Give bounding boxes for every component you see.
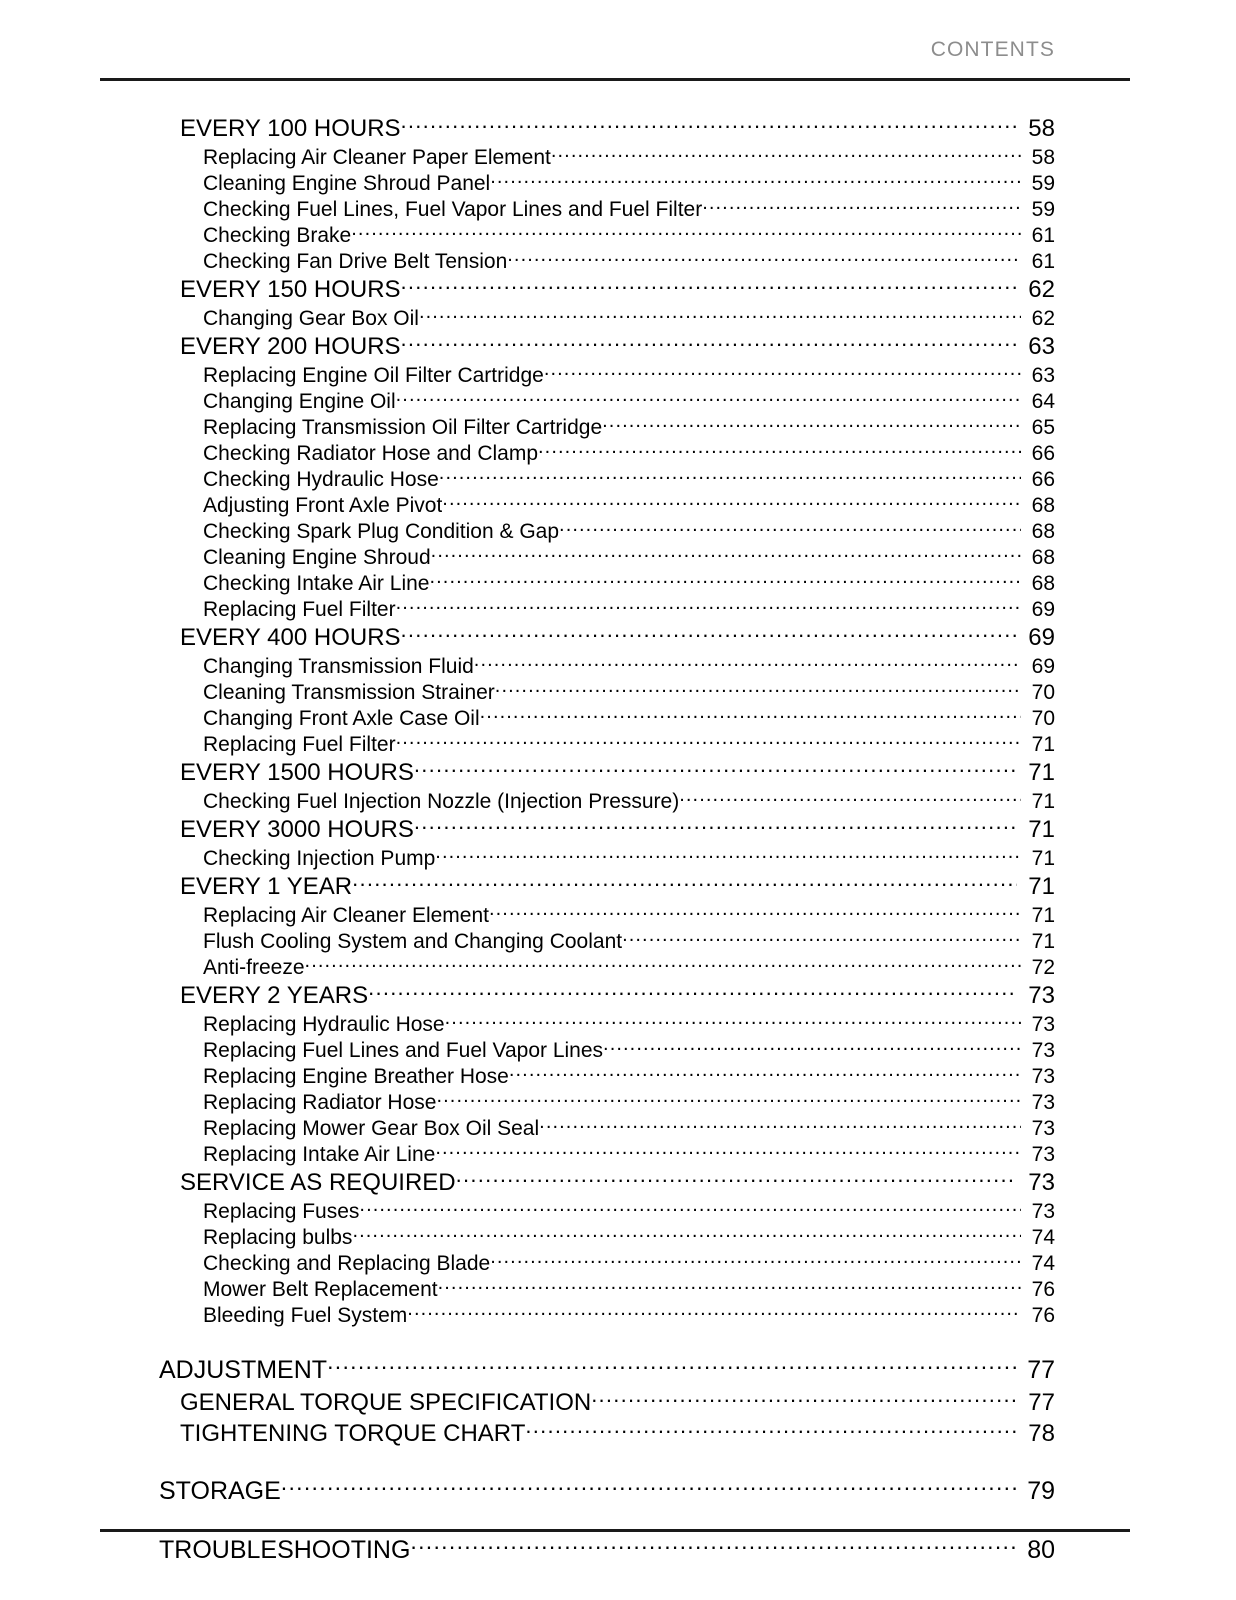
toc-entry-title: Changing Engine Oil bbox=[203, 390, 396, 413]
toc-entry-title: Replacing Fuel Filter bbox=[203, 733, 396, 756]
toc-entry-title: Mower Belt Replacement bbox=[203, 1278, 438, 1301]
toc-entry[interactable] bbox=[0, 1140, 1236, 1166]
toc-entry[interactable] bbox=[0, 1275, 1236, 1301]
toc-dot-leader bbox=[559, 517, 1021, 538]
toc-entry-title: Replacing Fuel Filter bbox=[203, 598, 396, 621]
toc-dot-leader bbox=[525, 1417, 1017, 1441]
toc-entry[interactable] bbox=[0, 901, 1236, 927]
toc-entry-title: STORAGE bbox=[159, 1477, 281, 1505]
toc-entry-page-number: 66 bbox=[1031, 468, 1055, 491]
toc-entry-title: Replacing Fuel Lines and Fuel Vapor Lines bbox=[203, 1039, 604, 1062]
running-header-contents: CONTENTS bbox=[930, 38, 1055, 61]
toc-entry-title: EVERY 400 HOURS bbox=[180, 624, 401, 651]
toc-entry[interactable] bbox=[0, 273, 1236, 304]
toc-entry-page-number: 74 bbox=[1031, 1226, 1055, 1249]
toc-entry-title: Changing Front Axle Case Oil bbox=[203, 707, 480, 730]
toc-entry-title: Adjusting Front Axle Pivot bbox=[203, 494, 443, 517]
toc-entry[interactable] bbox=[0, 621, 1236, 652]
toc-entry-page-number: 71 bbox=[1028, 873, 1055, 900]
toc-dot-leader bbox=[419, 304, 1021, 325]
toc-entry-title: EVERY 150 HOURS bbox=[180, 276, 401, 303]
toc-entry-page-number: 71 bbox=[1031, 847, 1055, 870]
toc-entry-title: Replacing Engine Breather Hose bbox=[203, 1065, 509, 1088]
toc-entry-title: Replacing bulbs bbox=[203, 1226, 353, 1249]
toc-entry[interactable] bbox=[0, 1533, 1236, 1566]
toc-dot-leader bbox=[359, 1197, 1021, 1218]
toc-entry-page-number: 73 bbox=[1031, 1143, 1055, 1166]
toc-entry[interactable] bbox=[0, 844, 1236, 870]
toc-entry[interactable] bbox=[0, 704, 1236, 730]
toc-entry-page-number: 73 bbox=[1031, 1117, 1055, 1140]
toc-dot-leader bbox=[538, 439, 1021, 460]
toc-entry-page-number: 71 bbox=[1031, 733, 1055, 756]
toc-entry-page-number: 63 bbox=[1031, 364, 1055, 387]
toc-entry[interactable] bbox=[0, 813, 1236, 844]
toc-entry[interactable] bbox=[0, 1197, 1236, 1223]
toc-entry-page-number: 73 bbox=[1031, 1091, 1055, 1114]
toc-entry[interactable] bbox=[0, 979, 1236, 1010]
toc-dot-leader bbox=[551, 143, 1021, 164]
toc-entry[interactable] bbox=[0, 1474, 1236, 1507]
toc-entry[interactable] bbox=[0, 569, 1236, 595]
toc-dot-leader bbox=[507, 247, 1021, 268]
toc-entry-page-number: 71 bbox=[1031, 790, 1055, 813]
toc-entry[interactable] bbox=[0, 413, 1236, 439]
toc-dot-leader bbox=[435, 1140, 1021, 1161]
toc-entry-title: EVERY 100 HOURS bbox=[180, 115, 401, 142]
toc-entry[interactable] bbox=[0, 1223, 1236, 1249]
toc-entry-page-number: 71 bbox=[1028, 816, 1055, 843]
toc-dot-leader bbox=[396, 387, 1021, 408]
toc-entry-page-number: 63 bbox=[1028, 333, 1055, 360]
toc-dot-leader bbox=[401, 112, 1017, 136]
toc-dot-leader bbox=[410, 1533, 1016, 1558]
toc-entry-title: Checking Brake bbox=[203, 224, 352, 247]
toc-dot-leader bbox=[544, 361, 1021, 382]
toc-entry-page-number: 79 bbox=[1027, 1477, 1055, 1505]
toc-entry-title: EVERY 3000 HOURS bbox=[180, 816, 414, 843]
toc-entry-page-number: 70 bbox=[1031, 707, 1055, 730]
toc-entry-page-number: 80 bbox=[1027, 1536, 1055, 1564]
toc-entry-page-number: 62 bbox=[1031, 307, 1055, 330]
toc-dot-leader bbox=[401, 273, 1017, 297]
toc-entry[interactable] bbox=[0, 1417, 1236, 1448]
toc-dot-leader bbox=[352, 870, 1017, 894]
toc-dot-leader bbox=[539, 1114, 1021, 1135]
toc-entry-title: Checking Fan Drive Belt Tension bbox=[203, 250, 508, 273]
header-rule bbox=[100, 78, 1130, 81]
toc-dot-leader bbox=[679, 787, 1021, 808]
toc-entry-page-number: 58 bbox=[1031, 146, 1055, 169]
toc-entry-page-number: 73 bbox=[1031, 1039, 1055, 1062]
toc-dot-leader bbox=[480, 704, 1021, 725]
toc-entry[interactable] bbox=[0, 439, 1236, 465]
toc-entry[interactable] bbox=[0, 870, 1236, 901]
toc-entry-title: Bleeding Fuel System bbox=[203, 1304, 408, 1327]
toc-entry-title: Checking Fuel Injection Nozzle (Injection Pressure) bbox=[203, 790, 680, 813]
toc-dot-leader bbox=[603, 1036, 1021, 1057]
toc-entry[interactable] bbox=[0, 678, 1236, 704]
toc-entry-page-number: 78 bbox=[1028, 1420, 1055, 1447]
toc-entry-page-number: 58 bbox=[1028, 115, 1055, 142]
toc-entry[interactable] bbox=[0, 517, 1236, 543]
toc-entry-page-number: 65 bbox=[1031, 416, 1055, 439]
toc-entry-page-number: 77 bbox=[1028, 1389, 1055, 1416]
toc-dot-leader bbox=[509, 1062, 1021, 1083]
toc-dot-leader bbox=[351, 221, 1021, 242]
toc-entry[interactable] bbox=[0, 195, 1236, 221]
toc-dot-leader bbox=[439, 465, 1021, 486]
toc-entry[interactable] bbox=[0, 1249, 1236, 1275]
toc-entry-title: Cleaning Transmission Strainer bbox=[203, 681, 495, 704]
toc-entry[interactable] bbox=[0, 1036, 1236, 1062]
toc-entry-title: Checking Injection Pump bbox=[203, 847, 436, 870]
toc-entry-title: Checking Radiator Hose and Clamp bbox=[203, 442, 539, 465]
toc-entry-title: TIGHTENING TORQUE CHART bbox=[180, 1420, 526, 1447]
toc-entry[interactable] bbox=[0, 1114, 1236, 1140]
toc-entry-page-number: 68 bbox=[1031, 520, 1055, 543]
toc-entry-title: Flush Cooling System and Changing Coolant bbox=[203, 930, 623, 953]
toc-entry[interactable] bbox=[0, 387, 1236, 413]
toc-entry[interactable] bbox=[0, 247, 1236, 273]
toc-entry[interactable] bbox=[0, 1010, 1236, 1036]
toc-entry-page-number: 61 bbox=[1031, 224, 1055, 247]
toc-entry[interactable] bbox=[0, 169, 1236, 195]
toc-entry-page-number: 70 bbox=[1031, 681, 1055, 704]
toc-entry-page-number: 68 bbox=[1031, 546, 1055, 569]
toc-entry-title: EVERY 200 HOURS bbox=[180, 333, 401, 360]
toc-entry-title: Replacing Fuses bbox=[203, 1200, 360, 1223]
toc-dot-leader bbox=[702, 195, 1021, 216]
toc-entry[interactable] bbox=[0, 1062, 1236, 1088]
toc-entry[interactable] bbox=[0, 330, 1236, 361]
footer-rule bbox=[100, 1529, 1130, 1532]
toc-entry-title: Replacing Radiator Hose bbox=[203, 1091, 437, 1114]
toc-entry[interactable] bbox=[0, 787, 1236, 813]
toc-entry-title: TROUBLESHOOTING bbox=[159, 1536, 411, 1564]
toc-entry-title: Anti-freeze bbox=[203, 956, 305, 979]
toc-dot-leader bbox=[445, 1010, 1021, 1031]
toc-dot-leader bbox=[436, 1088, 1021, 1109]
toc-entry-page-number: 59 bbox=[1031, 172, 1055, 195]
toc-entry[interactable] bbox=[0, 221, 1236, 247]
toc-entry-page-number: 72 bbox=[1031, 956, 1055, 979]
toc-entry[interactable] bbox=[0, 1386, 1236, 1417]
toc-entry-title: SERVICE AS REQUIRED bbox=[180, 1169, 456, 1196]
toc-dot-leader bbox=[368, 979, 1017, 1003]
toc-entry-title: ADJUSTMENT bbox=[159, 1356, 328, 1384]
toc-dot-leader bbox=[352, 1223, 1021, 1244]
toc-dot-leader bbox=[281, 1474, 1016, 1499]
toc-dot-leader bbox=[435, 844, 1021, 865]
toc-entry-title: EVERY 2 YEARS bbox=[180, 982, 369, 1009]
toc-entry-page-number: 76 bbox=[1031, 1304, 1055, 1327]
toc-entry-page-number: 71 bbox=[1028, 759, 1055, 786]
toc-entry-title: Checking Hydraulic Hose bbox=[203, 468, 439, 491]
toc-entry[interactable] bbox=[0, 953, 1236, 979]
toc-entry-page-number: 66 bbox=[1031, 442, 1055, 465]
toc-entry-title: Replacing Hydraulic Hose bbox=[203, 1013, 445, 1036]
toc-entry[interactable] bbox=[0, 927, 1236, 953]
toc-entry-page-number: 73 bbox=[1031, 1065, 1055, 1088]
toc-entry-title: Replacing Mower Gear Box Oil Seal bbox=[203, 1117, 540, 1140]
toc-dot-leader bbox=[431, 543, 1021, 564]
toc-entry-title: Replacing Transmission Oil Filter Cartridge bbox=[203, 416, 603, 439]
toc-entry[interactable] bbox=[0, 304, 1236, 330]
toc-entry-page-number: 71 bbox=[1031, 930, 1055, 953]
toc-entry-title: Checking Intake Air Line bbox=[203, 572, 430, 595]
toc-entry-title: Replacing Engine Oil Filter Cartridge bbox=[203, 364, 544, 387]
toc-entry-title: Cleaning Engine Shroud Panel bbox=[203, 172, 491, 195]
toc-dot-leader bbox=[407, 1301, 1021, 1322]
toc-entry-title: Checking Spark Plug Condition & Gap bbox=[203, 520, 560, 543]
toc-entry-page-number: 69 bbox=[1031, 598, 1055, 621]
toc-dot-leader bbox=[495, 678, 1021, 699]
toc-dot-leader bbox=[305, 953, 1021, 974]
toc-entry-page-number: 64 bbox=[1031, 390, 1055, 413]
toc-dot-leader bbox=[622, 927, 1021, 948]
toc-dot-leader bbox=[414, 813, 1017, 837]
toc-dot-leader bbox=[490, 1249, 1021, 1270]
toc-dot-leader bbox=[474, 652, 1021, 673]
toc-entry-title: Checking and Replacing Blade bbox=[203, 1252, 491, 1275]
toc-entry-page-number: 68 bbox=[1031, 572, 1055, 595]
toc-entry-page-number: 76 bbox=[1031, 1278, 1055, 1301]
toc-dot-leader bbox=[327, 1353, 1016, 1378]
toc-dot-leader bbox=[489, 901, 1021, 922]
toc-entry[interactable] bbox=[0, 730, 1236, 756]
toc-dot-leader bbox=[401, 621, 1017, 645]
toc-entry-page-number: 61 bbox=[1031, 250, 1055, 273]
toc-entry[interactable] bbox=[0, 1166, 1236, 1197]
toc-entry-title: GENERAL TORQUE SPECIFICATION bbox=[180, 1389, 592, 1416]
toc-entry-title: Replacing Air Cleaner Paper Element bbox=[203, 146, 551, 169]
toc-entry-page-number: 71 bbox=[1031, 904, 1055, 927]
toc-entry-page-number: 68 bbox=[1031, 494, 1055, 517]
toc-entry-page-number: 73 bbox=[1028, 1169, 1055, 1196]
toc-entry[interactable] bbox=[0, 361, 1236, 387]
toc-entry-title: Replacing Air Cleaner Element bbox=[203, 904, 489, 927]
toc-dot-leader bbox=[591, 1386, 1017, 1410]
toc-entry[interactable] bbox=[0, 112, 1236, 143]
toc-entry[interactable] bbox=[0, 465, 1236, 491]
toc-entry-page-number: 69 bbox=[1031, 655, 1055, 678]
toc-dot-leader bbox=[414, 756, 1017, 780]
toc-dot-leader bbox=[456, 1166, 1017, 1190]
toc-entry-title: Changing Transmission Fluid bbox=[203, 655, 474, 678]
toc-entry-page-number: 73 bbox=[1031, 1013, 1055, 1036]
toc-entry-title: Replacing Intake Air Line bbox=[203, 1143, 436, 1166]
toc-entry[interactable] bbox=[0, 143, 1236, 169]
toc-dot-leader bbox=[396, 595, 1021, 616]
toc-entry-page-number: 77 bbox=[1027, 1356, 1055, 1384]
toc-entry-page-number: 62 bbox=[1028, 276, 1055, 303]
toc-entry-title: Checking Fuel Lines, Fuel Vapor Lines and Fuel Filter bbox=[203, 198, 703, 221]
toc-entry-page-number: 73 bbox=[1031, 1200, 1055, 1223]
toc-dot-leader bbox=[602, 413, 1021, 434]
toc-entry[interactable] bbox=[0, 1301, 1236, 1327]
toc-entry[interactable] bbox=[0, 543, 1236, 569]
toc-dot-leader bbox=[438, 1275, 1021, 1296]
toc-dot-leader bbox=[401, 330, 1017, 354]
toc-entry-page-number: 73 bbox=[1028, 982, 1055, 1009]
toc-dot-leader bbox=[442, 491, 1021, 512]
toc-dot-leader bbox=[490, 169, 1021, 190]
table-of-contents bbox=[0, 112, 1236, 1566]
toc-entry-page-number: 59 bbox=[1031, 198, 1055, 221]
toc-entry[interactable] bbox=[0, 1088, 1236, 1114]
toc-entry[interactable] bbox=[0, 595, 1236, 621]
toc-entry-title: Cleaning Engine Shroud bbox=[203, 546, 431, 569]
toc-entry-title: EVERY 1500 HOURS bbox=[180, 759, 414, 786]
toc-entry-page-number: 74 bbox=[1031, 1252, 1055, 1275]
toc-entry[interactable] bbox=[0, 756, 1236, 787]
toc-entry[interactable] bbox=[0, 1353, 1236, 1386]
toc-entry-title: Changing Gear Box Oil bbox=[203, 307, 419, 330]
toc-entry[interactable] bbox=[0, 652, 1236, 678]
toc-entry-title: EVERY 1 YEAR bbox=[180, 873, 353, 900]
toc-dot-leader bbox=[396, 730, 1021, 751]
toc-dot-leader bbox=[429, 569, 1021, 590]
toc-entry-page-number: 69 bbox=[1028, 624, 1055, 651]
toc-entry[interactable] bbox=[0, 491, 1236, 517]
